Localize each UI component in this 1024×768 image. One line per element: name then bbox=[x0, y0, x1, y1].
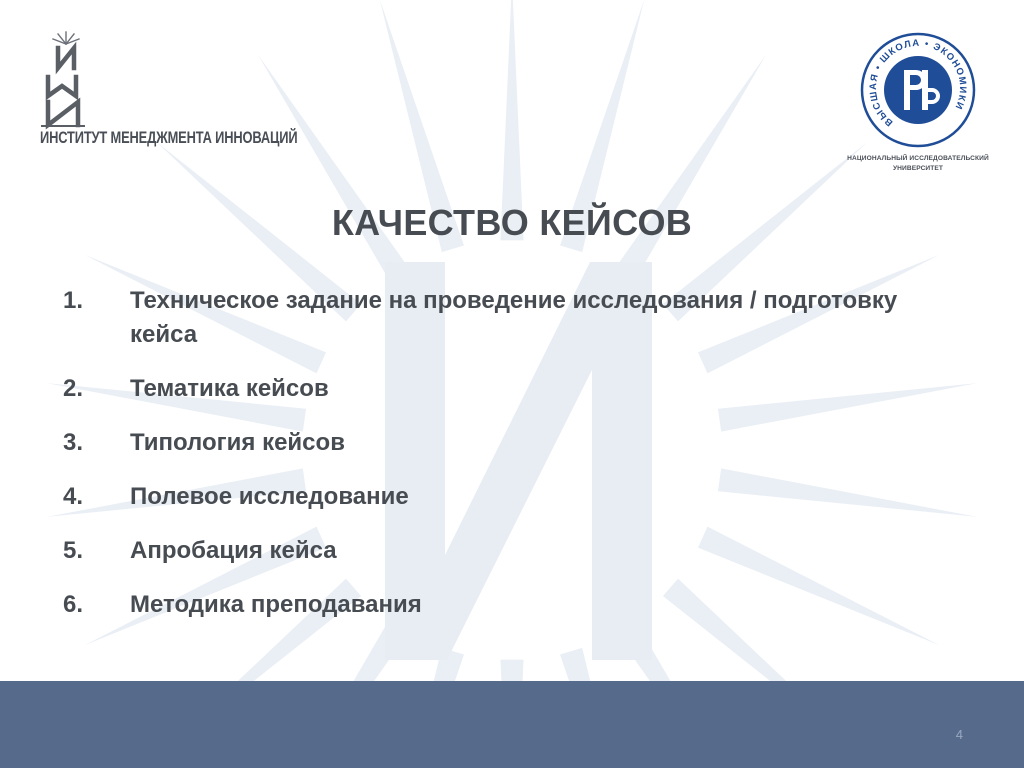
list-item bbox=[63, 534, 963, 568]
list-item-text: Апробация кейса bbox=[130, 537, 337, 564]
hse-emblem-icon bbox=[852, 30, 984, 152]
list-item bbox=[63, 426, 963, 460]
footer-band bbox=[0, 681, 1024, 768]
list-item-number: 5. bbox=[63, 537, 84, 564]
list-item-number: 4. bbox=[63, 483, 84, 510]
list-item-text: Тематика кейсов bbox=[130, 375, 329, 402]
svg-text:ВЫСШАЯ • ШКОЛА • ЭКОНОМИКИ: ВЫСШАЯ • ШКОЛА • ЭКОНОМИКИ bbox=[867, 37, 969, 129]
list-item bbox=[63, 372, 963, 406]
list-item bbox=[63, 284, 963, 352]
page-number: 4 bbox=[955, 727, 963, 742]
list-item-text: Типология кейсов bbox=[130, 429, 345, 456]
hse-caption: НАЦИОНАЛЬНЫЙ ИССЛЕДОВАТЕЛЬСКИЙ УНИВЕРСИТЕТ bbox=[847, 155, 989, 172]
hse-logo bbox=[847, 30, 989, 180]
list-item bbox=[63, 588, 963, 622]
slide-title: КАЧЕСТВО КЕЙСОВ bbox=[331, 202, 693, 243]
imi-logo bbox=[38, 30, 338, 155]
list-item-number: 1. bbox=[63, 287, 84, 314]
content-list bbox=[63, 284, 963, 642]
list-item bbox=[63, 480, 963, 514]
imi-caption: ИНСТИТУТ МЕНЕДЖМЕНТА ИННОВАЦИЙ bbox=[40, 129, 298, 147]
list-item-number: 2. bbox=[63, 375, 84, 402]
list-item-text: Полевое исследование bbox=[130, 483, 409, 510]
list-item-number: 6. bbox=[63, 591, 84, 618]
list-item-number: 3. bbox=[63, 429, 84, 456]
list-item-text: Техническое задание на проведение исследования / подготовку кейса bbox=[130, 287, 898, 348]
list-item-text: Методика преподавания bbox=[130, 591, 422, 618]
